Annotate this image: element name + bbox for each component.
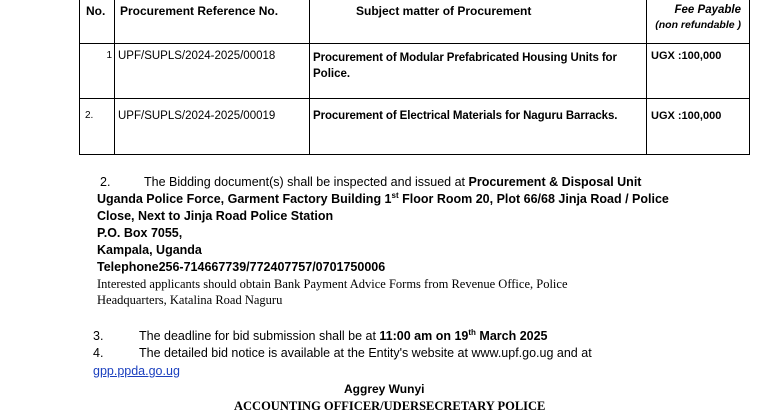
row1-reference: UPF/SUPLS/2024-2025/00018 (118, 50, 276, 62)
row2-reference: UPF/SUPLS/2024-2025/00019 (118, 110, 276, 122)
para2-number: 2. (100, 175, 111, 189)
header-no: No. (86, 4, 106, 18)
table-divider (80, 43, 749, 44)
header-fee (646, 4, 751, 31)
para2-address-line3: Close, Next to Jinja Road Police Station (97, 209, 334, 223)
para3-time: 11:00 am on 19 (379, 329, 469, 343)
para2-note-line2: Headquarters, Katalina Road Naguru (97, 293, 283, 307)
row1-no: 1 (106, 50, 112, 61)
row2-no: 2. (85, 110, 94, 121)
para2-address-line1: Procurement & Disposal Unit (468, 175, 642, 189)
ppda-link[interactable]: gpp.ppda.go.ug (93, 364, 180, 378)
para2-pobox: P.O. Box 7055, (97, 226, 183, 240)
para3-text (139, 329, 548, 343)
signatory-title: ACCOUNTING OFFICER/UDERSECRETARY POLICE (234, 399, 546, 413)
table-divider (309, 0, 310, 154)
header-fee-line2: (non refundable ) (655, 19, 741, 31)
para2-address-line2-pre: Uganda Police Force, Garment Factory Building 1 (97, 192, 392, 206)
para2-note-line1: Interested applicants should obtain Bank Payment Advice Forms from Revenue Office, Police (97, 277, 568, 291)
procurement-table (79, 0, 750, 155)
para3-intro: The deadline for bid submission shall be at (139, 329, 380, 343)
header-fee-line1: Fee Payable (674, 4, 741, 16)
signatory-name: Aggrey Wunyi (344, 382, 425, 396)
header-subject: Subject matter of Procurement (356, 4, 532, 18)
row1-fee: UGX :100,000 (651, 50, 722, 62)
para2-line1 (144, 175, 641, 189)
para2-address-line2-sup: st (391, 190, 399, 200)
para2-address-line2-post: Floor Room 20, Plot 66/68 Jinja Road / Police (398, 192, 669, 206)
para3-date: March 2025 (475, 329, 548, 343)
row1-subject (313, 50, 646, 82)
para2-telephone: Telephone256-714667739/772407757/0701750006 (97, 260, 386, 274)
header-reference: Procurement Reference No. (120, 4, 279, 18)
para2-address-line2 (97, 192, 669, 206)
table-divider (80, 98, 749, 99)
row2-subject: Procurement of Electrical Materials for Naguru Barracks. (313, 110, 618, 122)
row1-subject-line2: Police. (313, 68, 351, 80)
para4-text: The detailed bid notice is available at the Entity's website at www.upf.go.ug and at (139, 346, 592, 360)
table-divider (114, 0, 115, 154)
row1-subject-line1: Procurement of Modular Prefabricated Housing Units for (313, 52, 617, 64)
para2-intro: The Bidding document(s) shall be inspected and issued at (144, 175, 469, 189)
para3-number: 3. (93, 329, 104, 343)
row2-fee: UGX :100,000 (651, 110, 722, 122)
para4-number: 4. (93, 346, 104, 360)
para2-city: Kampala, Uganda (97, 243, 202, 257)
para3-sup: th (468, 327, 476, 337)
